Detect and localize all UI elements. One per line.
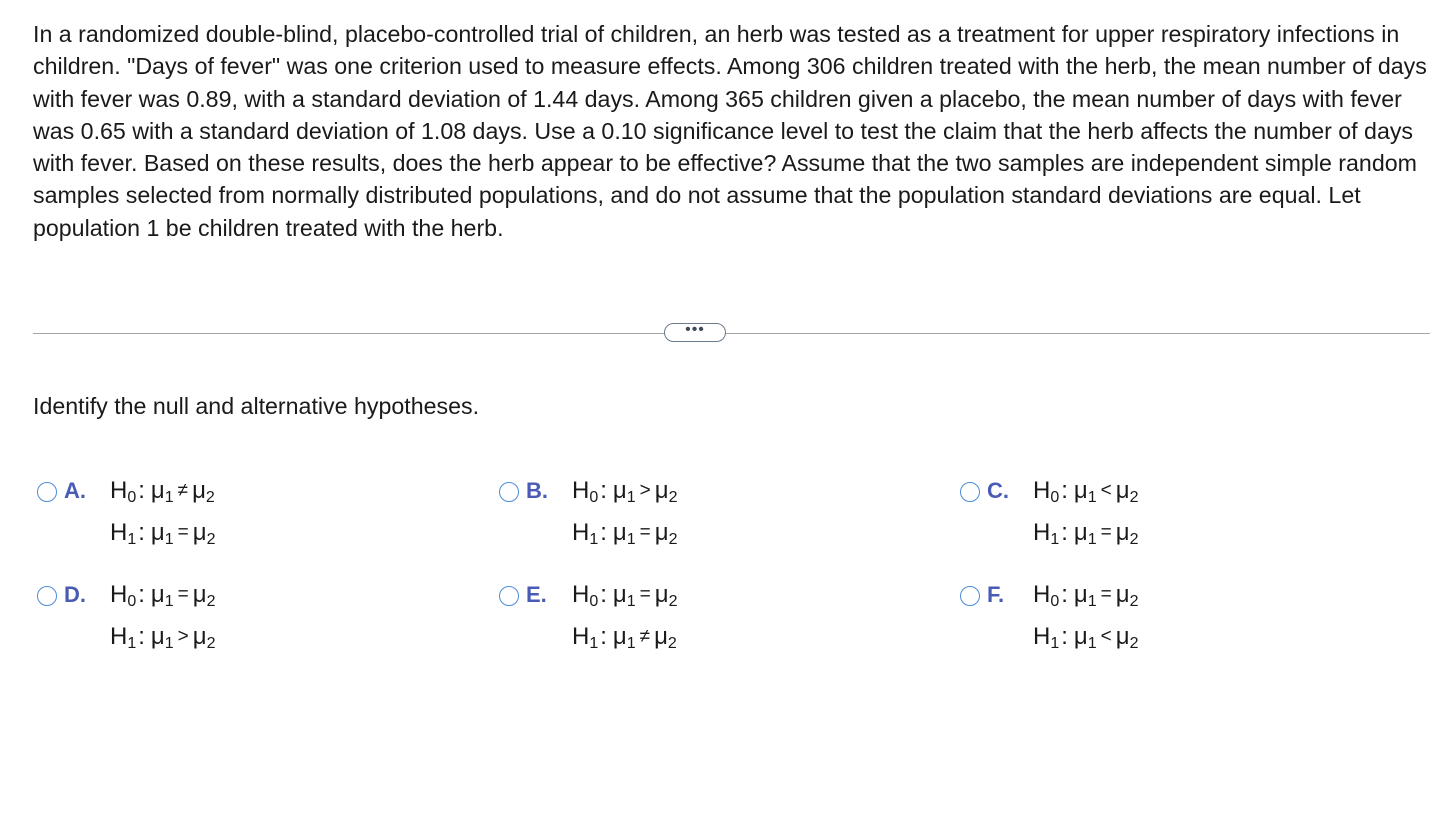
option-c-letter: C. bbox=[987, 478, 1009, 503]
option-e-radio[interactable] bbox=[499, 586, 519, 606]
option-b-alternative-hypothesis: $H_1$: $\mu_1 = \mu_2$ bbox=[572, 519, 678, 548]
show-more-button[interactable]: ••• bbox=[664, 323, 726, 342]
hypotheses-prompt: Identify the null and alternative hypotheses. bbox=[33, 393, 480, 419]
option-a-letter: A. bbox=[64, 478, 86, 503]
option-b-null-hypothesis: $H_0$: $\mu_1 > \mu_2$ bbox=[572, 477, 678, 506]
option-b-letter: B. bbox=[526, 478, 548, 503]
option-d-radio[interactable] bbox=[37, 586, 57, 606]
option-a-null-hypothesis: $H_0$: $\mu_1 \ne \mu_2$ bbox=[110, 477, 215, 506]
option-e-letter: E. bbox=[526, 582, 547, 607]
option-e[interactable] bbox=[499, 577, 859, 667]
option-e-alternative-hypothesis: $H_1$: $\mu_1 \ne \mu_2$ bbox=[572, 623, 677, 652]
option-d-alternative-hypothesis: $H_1$: $\mu_1 > \mu_2$ bbox=[110, 623, 216, 652]
option-b[interactable] bbox=[499, 473, 859, 563]
option-c[interactable] bbox=[960, 473, 1320, 563]
option-f[interactable] bbox=[960, 577, 1320, 667]
question-text: In a randomized double-blind, placebo-controlled trial of children, an herb was tested as a treatment for upper respiratory infections in children. "Days of fever" was one criterion used to measure effects. Among 306 children treated with the herb, the mean number of days with fever was 0.89, with a standard deviation of 1.44 days. Among 365 children given a placebo, the mean number of days with fever was 0.65 with a standard deviation of 1.08 days. Use a 0.10 significance level to test the claim that the herb affects the number of days with fever. Based on these results, does the herb appear to be effective? Assume that the two samples are independent simple random samples selected from normally distributed populations, and do not assume that the population standard deviations are equal. Let population 1 be children treated with the herb. bbox=[33, 21, 1427, 241]
option-c-null-hypothesis: $H_0$: $\mu_1 < \mu_2$ bbox=[1033, 477, 1139, 506]
option-c-radio[interactable] bbox=[960, 482, 980, 502]
option-c-alternative-hypothesis: $H_1$: $\mu_1 = \mu_2$ bbox=[1033, 519, 1139, 548]
option-e-null-hypothesis: $H_0$: $\mu_1 = \mu_2$ bbox=[572, 581, 678, 610]
option-f-letter: F. bbox=[987, 582, 1005, 607]
option-d[interactable] bbox=[37, 577, 397, 667]
section-divider bbox=[33, 333, 1430, 334]
option-d-null-hypothesis: $H_0$: $\mu_1 = \mu_2$ bbox=[110, 581, 216, 610]
option-a[interactable] bbox=[37, 473, 397, 563]
option-a-alternative-hypothesis: $H_1$: $\mu_1 = \mu_2$ bbox=[110, 519, 216, 548]
option-d-letter: D. bbox=[64, 582, 86, 607]
option-f-radio[interactable] bbox=[960, 586, 980, 606]
option-a-radio[interactable] bbox=[37, 482, 57, 502]
option-f-null-hypothesis: $H_0$: $\mu_1 = \mu_2$ bbox=[1033, 581, 1139, 610]
option-f-alternative-hypothesis: $H_1$: $\mu_1 < \mu_2$ bbox=[1033, 623, 1139, 652]
option-b-radio[interactable] bbox=[499, 482, 519, 502]
